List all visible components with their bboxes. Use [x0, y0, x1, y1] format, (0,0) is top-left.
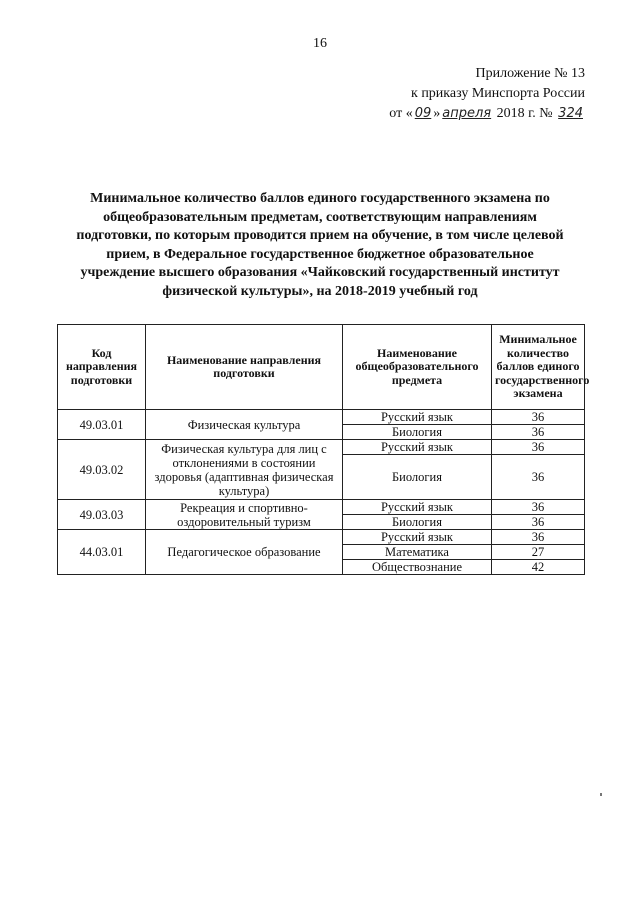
date-month: апреля: [442, 106, 492, 121]
subject-cell: Русский язык: [343, 440, 492, 455]
subject-cell: Русский язык: [343, 530, 492, 545]
subject-cell: Биология: [343, 425, 492, 440]
header-min-score: Минимальное количество баллов единого государственного экзамена: [492, 325, 585, 410]
direction-cell: Рекреация и спортивно-оздоровительный туризм: [146, 500, 343, 530]
subject-cell: Обществознание: [343, 560, 492, 575]
code-cell: 49.03.01: [58, 410, 146, 440]
page-number: 16: [313, 36, 327, 51]
scan-speck: [600, 793, 602, 796]
subject-cell: Биология: [343, 515, 492, 530]
score-cell: 36: [492, 425, 585, 440]
score-cell: 36: [492, 515, 585, 530]
appendix-order-ref: к приказу Минспорта России: [411, 86, 585, 101]
date-quote: »: [433, 106, 441, 121]
appendix-date-line: [389, 104, 585, 124]
score-cell: 36: [492, 455, 585, 500]
table-row: [58, 530, 585, 545]
header-subject: Наименование общеобразовательного предмета: [343, 325, 492, 410]
direction-cell: Физическая культура для лиц с отклонениями в состоянии здоровья (адаптивная физическая культура): [146, 440, 343, 500]
score-cell: 36: [492, 530, 585, 545]
date-year: 2018 г. №: [496, 106, 553, 121]
subject-cell: Русский язык: [343, 500, 492, 515]
code-cell: 49.03.02: [58, 440, 146, 500]
table-row: [58, 440, 585, 455]
document-title: Минимальное количество баллов единого государственного экзамена по общеобразовательным предметам, соответствующим направлениям подготовки, по которым проводится прием на обучение, в том числе целевой прием, в Федеральное государственное бюджетное образовательное учреждение высшего образования «Чайковский государственный институт физической культуры», на 2018-2019 учебный год: [76, 191, 564, 299]
table-row: [58, 410, 585, 425]
score-cell: 36: [492, 410, 585, 425]
score-cell: 36: [492, 440, 585, 455]
table-row: [58, 500, 585, 515]
subject-cell: Математика: [343, 545, 492, 560]
header-code: Код направления подготовки: [58, 325, 146, 410]
direction-cell: Педагогическое образование: [146, 530, 343, 575]
code-cell: 49.03.03: [58, 500, 146, 530]
score-cell: 36: [492, 500, 585, 515]
score-cell: 42: [492, 560, 585, 575]
date-day: 09: [414, 106, 432, 121]
code-cell: 44.03.01: [58, 530, 146, 575]
header-direction: Наименование направления подготовки: [146, 325, 343, 410]
appendix-title: Приложение № 13: [475, 66, 585, 81]
scores-table: [57, 324, 590, 575]
date-prefix: от «: [389, 106, 413, 121]
table-header-row: [58, 325, 585, 410]
appendix-block: [389, 64, 585, 124]
subject-cell: Биология: [343, 455, 492, 500]
order-number: 324: [558, 106, 583, 121]
direction-cell: Физическая культура: [146, 410, 343, 440]
score-cell: 27: [492, 545, 585, 560]
subject-cell: Русский язык: [343, 410, 492, 425]
